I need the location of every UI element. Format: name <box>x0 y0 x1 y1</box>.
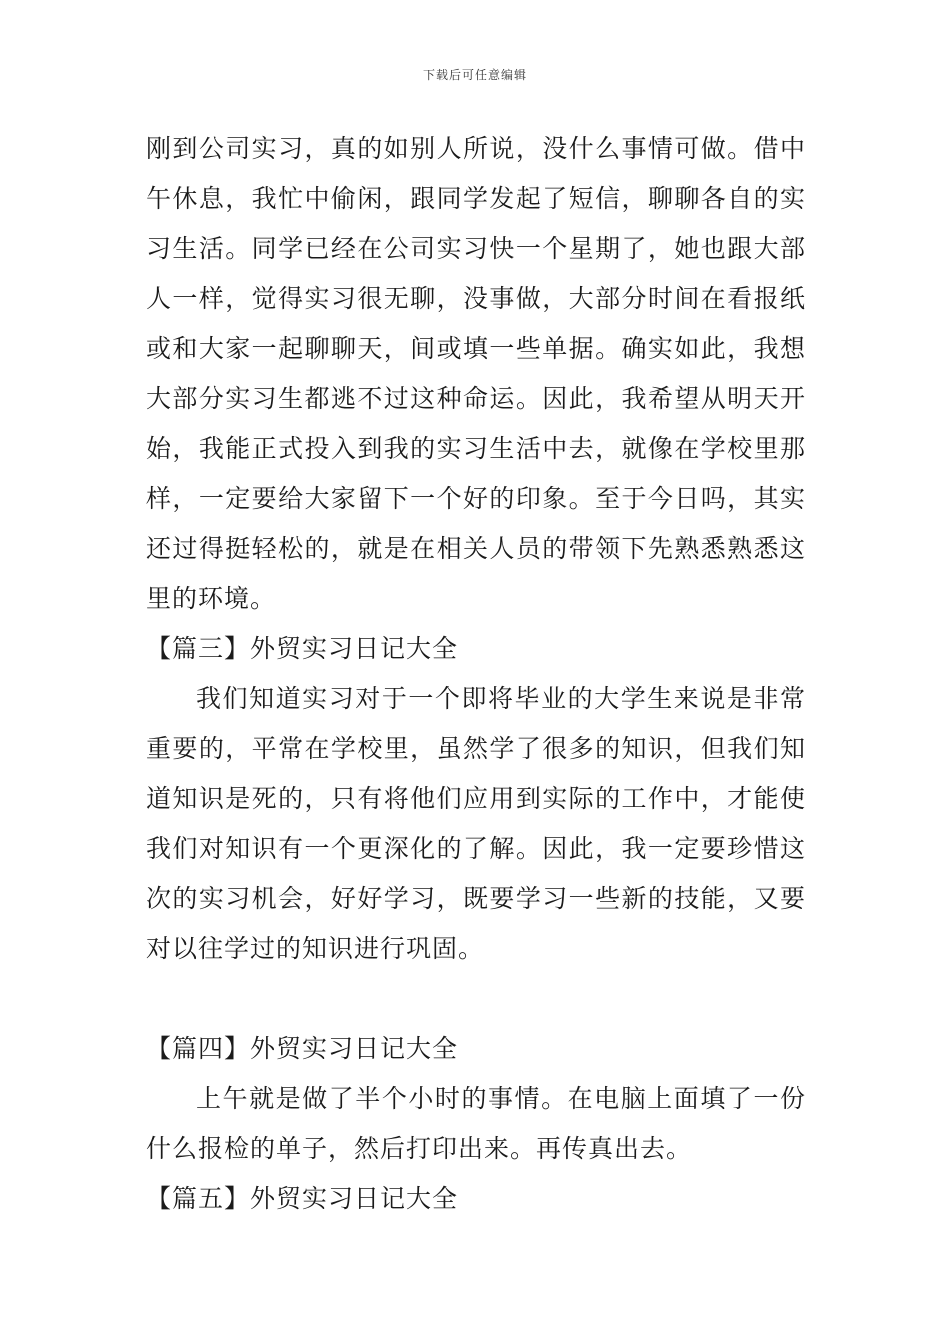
blank-line <box>146 974 806 1024</box>
section-4-title: 【篇四】外贸实习日记大全 <box>146 1034 459 1063</box>
section-3-title: 【篇三】外贸实习日记大全 <box>146 634 459 663</box>
section-5-title: 【篇五】外贸实习日记大全 <box>146 1184 459 1213</box>
section-4-body: 上午就是做了半个小时的事情。在电脑上面填了一份什么报检的单子，然后打印出来。再传真出去。 <box>146 1084 806 1163</box>
section-3-body: 我们知道实习对于一个即将毕业的大学生来说是非常重要的，平常在学校里，虽然学了很多的知识，但我们知道知识是死的，只有将他们应用到实际的工作中，才能使我们对知识有一个更深化的了解。因此，我一定要珍惜这次的实习机会，好好学习，既要学习一些新的技能，又要对以往学过的知识进行巩固。 <box>146 684 806 963</box>
paragraph-intro: 刚到公司实习，真的如别人所说，没什么事情可做。借中午休息，我忙中偷闲，跟同学发起了短信，聊聊各自的实习生活。同学已经在公司实习快一个星期了，她也跟大部人一样，觉得实习很无聊，没事做，大部分时间在看报纸或和大家一起聊聊天，间或填一些单据。确实如此，我想大部分实习生都逃不过这种命运。因此，我希望从明天开始，我能正式投入到我的实习生活中去，就像在学校里那样，一定要给大家留下一个好的印象。至于今日吗，其实还过得挺轻松的，就是在相关人员的带领下先熟悉熟悉这里的环境。 <box>146 134 806 613</box>
page-header-note: 下载后可任意编辑 <box>422 68 527 82</box>
document-body <box>146 124 806 1224</box>
